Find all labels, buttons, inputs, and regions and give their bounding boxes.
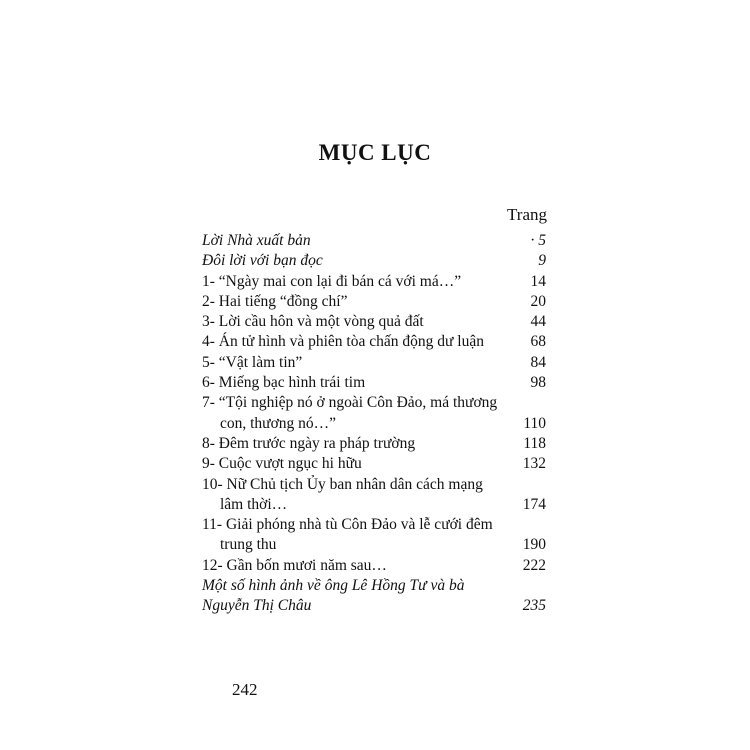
toc-entry-page: 235 <box>522 597 546 615</box>
toc-entry-page: 44 <box>530 313 546 331</box>
toc-entry <box>202 373 546 393</box>
toc-entry-title: 7- “Tội nghiệp nó ở ngoài Côn Đảo, má thương <box>202 394 498 412</box>
toc-entry-title: 4- Án tử hình và phiên tòa chấn động dư luận <box>202 333 484 351</box>
toc-entry-page: 110 <box>523 414 546 432</box>
page-column-label: Trang <box>507 205 547 224</box>
toc-entry-title: Một số hình ảnh về ông Lê Hồng Tư và bà <box>202 577 465 595</box>
toc-entry <box>202 535 546 555</box>
toc-entry-page: · 5 <box>530 232 546 249</box>
toc-entry <box>202 353 546 373</box>
toc-entry-page: 9 <box>538 252 546 270</box>
toc-entry-title: 10- Nữ Chủ tịch Ủy ban nhân dân cách mạng <box>202 475 483 493</box>
toc-entry-title: trung thu <box>220 536 277 554</box>
toc-entry-page: 14 <box>530 272 546 290</box>
toc-entry <box>202 231 546 251</box>
toc-entry <box>202 556 546 576</box>
toc-entry <box>202 495 546 515</box>
toc-entry-title: Nguyễn Thị Châu <box>202 597 312 615</box>
toc-entry-page: 222 <box>522 556 546 574</box>
toc-entry-page: 174 <box>522 495 546 513</box>
page-title <box>0 140 750 166</box>
toc-entry-page: 118 <box>523 434 546 452</box>
toc-entry-title: 1- “Ngày mai con lại đi bán cá với má…” <box>202 272 462 290</box>
table-of-contents <box>202 231 546 617</box>
toc-entry <box>202 312 546 332</box>
toc-entry <box>202 393 546 413</box>
toc-entry <box>202 434 546 454</box>
toc-entry <box>202 475 546 495</box>
toc-entry <box>202 251 546 271</box>
toc-entry <box>202 596 546 616</box>
toc-entry-title: 12- Gần bốn mươi năm sau… <box>202 556 387 574</box>
toc-entry-page: 190 <box>522 536 546 554</box>
toc-entry-title: Lời Nhà xuất bản <box>202 232 311 249</box>
toc-entry-page: 20 <box>530 292 546 310</box>
title-text: MỤC LỤC <box>318 140 432 165</box>
toc-entry-title: 8- Đêm trước ngày ra pháp trường <box>202 434 416 452</box>
toc-entry <box>202 332 546 352</box>
toc-entry <box>202 454 546 474</box>
toc-entry <box>202 576 546 596</box>
toc-entry <box>202 414 546 434</box>
toc-entry-page: 132 <box>522 455 546 473</box>
toc-entry <box>202 292 546 312</box>
toc-entry-title: 5- “Vật làm tin” <box>202 353 303 371</box>
toc-entry <box>202 272 546 292</box>
toc-entry-page: 84 <box>530 353 546 371</box>
toc-entry-page: 98 <box>530 374 546 392</box>
toc-entry <box>202 515 546 535</box>
toc-entry-title: con, thương nó…” <box>220 414 337 432</box>
toc-entry-title: 2- Hai tiếng “đồng chí” <box>202 292 348 310</box>
toc-entry-title: 9- Cuộc vượt ngục hi hữu <box>202 455 362 473</box>
toc-entry-title: lâm thời… <box>220 495 288 513</box>
page-number: 242 <box>232 680 258 699</box>
toc-entry-title: Đôi lời với bạn đọc <box>202 252 323 270</box>
toc-entry-title: 11- Giải phóng nhà tù Côn Đảo và lễ cưới đêm <box>202 516 493 534</box>
toc-entry-page: 68 <box>530 333 546 351</box>
toc-entry-title: 3- Lời cầu hôn và một vòng quả đất <box>202 313 424 331</box>
toc-entry-title: 6- Miếng bạc hình trái tim <box>202 374 366 392</box>
